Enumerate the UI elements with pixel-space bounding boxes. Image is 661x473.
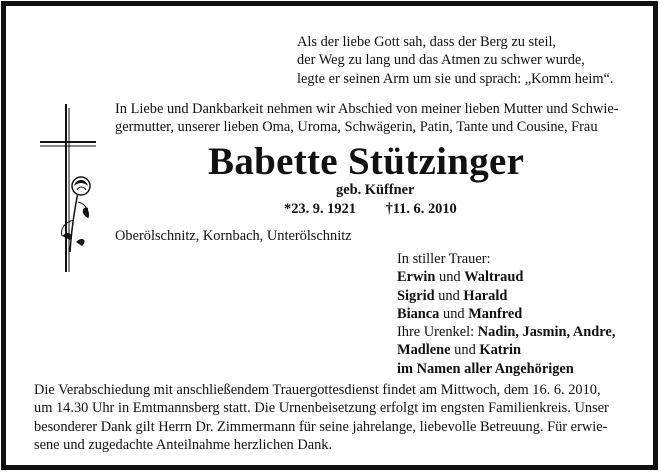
mourner-line	[397, 323, 615, 341]
mourner-name: Sigrid	[397, 287, 435, 304]
mourner-name: Erwin	[397, 269, 436, 286]
closing-text	[34, 381, 609, 454]
mourner-name: Nadin, Jasmin, Andre,	[477, 324, 616, 341]
mourner-name: Manfred	[468, 305, 523, 322]
mourner-line	[397, 305, 615, 323]
closing-line: um 14.30 Uhr in Emtmannsberg statt. Die Urnenbeisetzung erfolgt im engsten Familienkreis. Unser	[34, 400, 609, 417]
conjunction: und	[454, 342, 476, 359]
obituary-notice	[1, 1, 658, 470]
poem-line: Als der liebe Gott sah, dass der Berg zu steil,	[297, 34, 557, 50]
closing-line: besonderer Dank gilt Herrn Dr. Zimmermann für seine jahrelange, liebevolle Betreuung. Für erwie-	[34, 418, 608, 435]
cross-with-rose-icon	[36, 102, 101, 274]
closing-line: sene und zugedachte Anteilnahme herzlichen Dank.	[34, 436, 333, 453]
death-date: †11. 6. 2010	[385, 201, 457, 217]
great-grandchildren-label: Ihre Urenkel:	[397, 324, 475, 341]
life-dates	[284, 201, 457, 218]
mourners-list	[397, 250, 615, 378]
intro-line: In Liebe und Dankbarkeit nehmen wir Abschied von meiner lieben Mutter und Schwie-	[115, 101, 619, 117]
mourner-line	[397, 341, 615, 359]
closing-line: Die Verabschiedung mit anschließendem Trauergottesdienst findet am Mittwoch, dem 16. 6. 2010,	[34, 382, 601, 398]
mourner-name: Harald	[463, 287, 508, 304]
deceased-name: Babette Stützinger	[208, 140, 525, 183]
mourner-name: Katrin	[479, 342, 521, 359]
maiden-name: geb. Küffner	[336, 182, 415, 198]
intro-text	[115, 100, 619, 137]
mourner-name: Waltraud	[464, 269, 524, 286]
poem-line: legte er seinen Arm um sie und sprach: „Komm heim“.	[297, 70, 614, 87]
intro-line: germutter, unserer lieben Oma, Uroma, Schwägerin, Patin, Tante und Cousine, Frau	[115, 119, 598, 136]
mourner-line	[397, 268, 615, 286]
conjunction: und	[438, 287, 460, 304]
mourners-heading: In stiller Trauer:	[397, 251, 491, 267]
conjunction: und	[439, 269, 461, 286]
poem-line: der Weg zu lang und das Atmen zu schwer wurde,	[297, 52, 585, 69]
mourner-line	[397, 287, 615, 305]
relatives-line: im Namen aller Angehörigen	[397, 360, 574, 377]
places: Oberölschnitz, Kornbach, Unterölschnitz	[115, 228, 352, 244]
conjunction: und	[443, 305, 465, 322]
poem	[297, 33, 614, 88]
mourner-name: Madlene	[397, 342, 451, 359]
birth-date: *23. 9. 1921	[284, 201, 356, 217]
mourner-name: Bianca	[397, 305, 440, 322]
